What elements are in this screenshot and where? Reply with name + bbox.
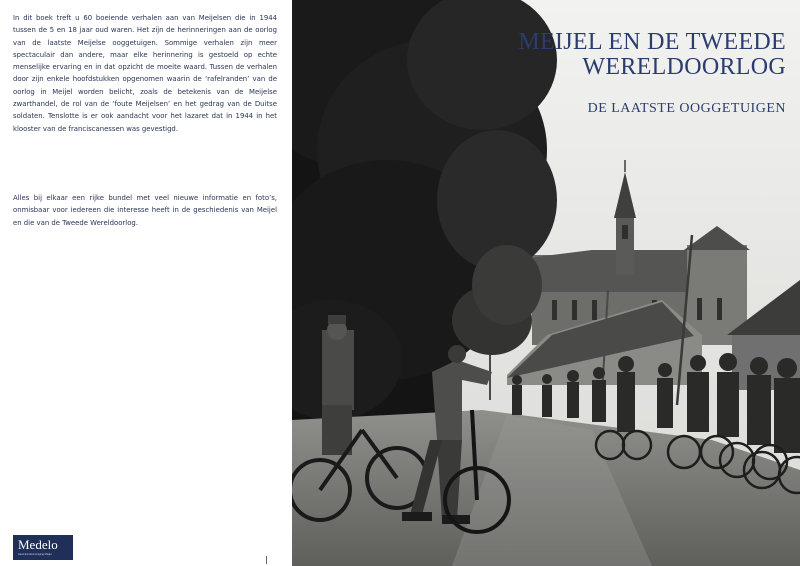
publisher-logo-tagline: Heemkundevereniging Meijel: [18, 553, 52, 556]
cover-photograph: [292, 0, 800, 566]
book-title: MEIJEL EN DE TWEEDE WERELDOORLOG: [518, 29, 786, 80]
book-subtitle: DE LAATSTE OOGGETUIGEN: [587, 101, 786, 116]
publisher-logo: [13, 535, 73, 560]
publisher-logo-name: Medelo: [18, 537, 58, 552]
back-cover-paragraph-1: In dit boek treft u 60 boeiende verhalen aan van Meijelsen die in 1944 tussen de 5 en 18 jaar oud waren. Het zijn de herinneringen aan de oorlog van de laatste Meijelse ooggetuigen. Sommige verhalen zijn meer spectaculair dan andere, maar elke herinnering is gestoeld op echte menselijke ervaring en in dat opzicht de moeite waard. Tussen de verhalen door zijn enkele hoofdstukken opgenomen waarin de ‘rafelranden’ van de oorlog in Meijel worden belicht, zoals de betekenis van de Meijelse zwarthandel, de rol van de ‘foute Meijelsen’ en het gedrag van de Duitse soldaten. Tenslotte is er ook aandacht voor het lazaret dat in 1944 in het klooster van de franciscanessen was gevestigd.: [13, 14, 277, 133]
back-cover: [0, 0, 292, 566]
back-cover-paragraph-2: Alles bij elkaar een rijke bundel met veel nieuwe informatie en foto’s, onmisbaar voor iedereen die interesse heeft in de geschiedenis van Meijel en die van de Tweede Wereldoorlog.: [13, 194, 277, 227]
front-cover: [292, 0, 800, 566]
spine-fold-mark: [266, 556, 267, 564]
